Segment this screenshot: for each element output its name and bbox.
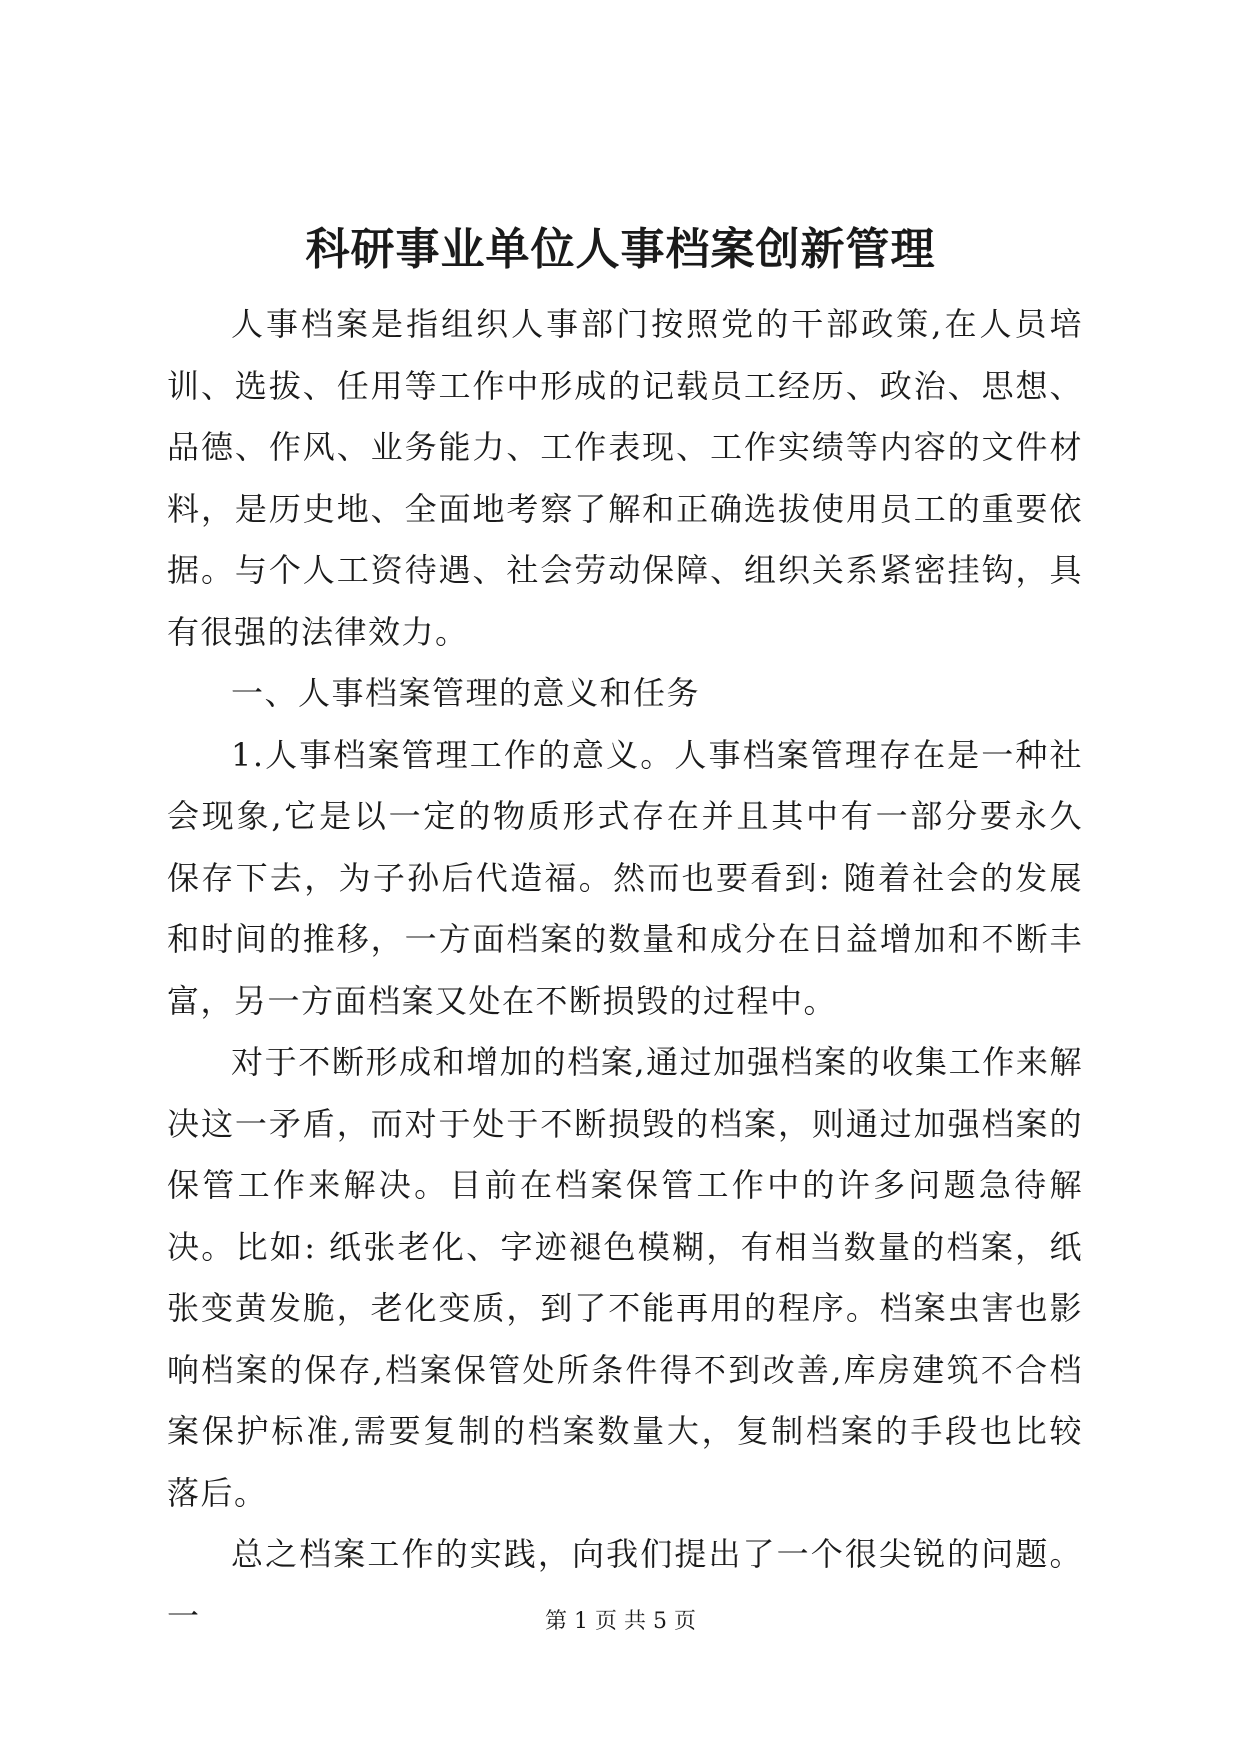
document-title: 科研事业单位人事档案创新管理: [305, 224, 936, 275]
paragraph-summary: 总之档案工作的实践，向我们提出了一个很尖锐的问题。一: [167, 1535, 1083, 1635]
paragraph-significance: 1.人事档案管理工作的意义。人事档案管理存在是一种社会现象,它是以一定的物质形式存在并且其中有一部分要永久保存下去，为子孙后代造福。然而也要看到: 随着社会的发展和时间的推移，一方面档案的数量和成分在日益增加和不断丰富，另一方面档案又处在不断损毁的过程中。: [167, 735, 1083, 1020]
page-footer: 第 1 页 共 5 页: [545, 1609, 696, 1634]
section-heading-1: 一、人事档案管理的意义和任务: [231, 674, 701, 712]
paragraph-preservation: 对于不断形成和增加的档案,通过加强档案的收集工作来解决这一矛盾，而对于处于不断损毁的档案，则通过加强档案的保管工作来解决。目前在档案保管工作中的许多问题急待解决。比如: 纸张老化、字迹褪色模糊，有相当数量的档案，纸张变黄发脆，老化变质，到了不能再用的程序。档案虫害也影响档案的保存,档案保管处所条件得不到改善,库房建筑不合档案保护标准,需要复制的档案数量大，复制档案的手段也比较落后。: [167, 1043, 1083, 1512]
paragraph-intro: 人事档案是指组织人事部门按照党的干部政策,在人员培训、选拔、任用等工作中形成的记载员工经历、政治、思想、品德、作风、业务能力、工作表现、工作实绩等内容的文件材料，是历史地、全面地考察了解和正确选拔使用员工的重要依据。与个人工资待遇、社会劳动保障、组织关系紧密挂钩，具有很强的法律效力。: [167, 305, 1083, 651]
document-body: [167, 294, 1083, 1647]
